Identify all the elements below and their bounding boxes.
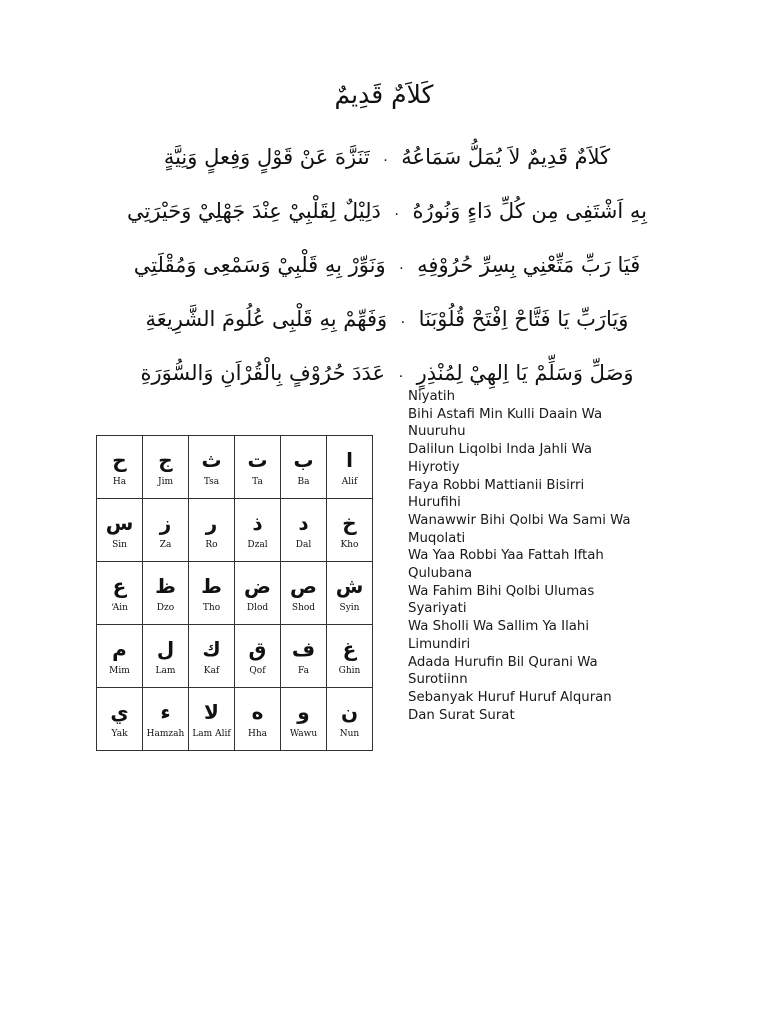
verse-separator: ٠ [397,260,406,276]
alphabet-row [97,499,373,562]
letter-glyph: ع [112,574,127,598]
letter-glyph: لا [204,700,219,724]
letter-cell [97,436,143,499]
transliteration-line: Qulubana [408,566,473,582]
transliteration-line: Bihi Astafi Min Kulli Daain Wa [408,406,603,422]
letter-cell [189,562,235,625]
transliteration-text [408,389,698,734]
letter-name: Alif [341,477,358,487]
letter-cell [189,688,235,751]
transliteration-line: Wa Yaa Robbi Yaa Fattah Iftah [408,548,604,564]
letter-name: Hha [247,729,267,739]
letter-name: Za [159,540,172,550]
verse-second-half: عَدَدَ حُرُوْفٍ بِالْقُرْاَنِ وَالسُّوَرَةِ [140,361,386,385]
letter-glyph: د [298,511,309,535]
letter-name: Ghin [338,666,361,676]
transliteration-line: Syariyati [408,601,467,617]
verse-separator: ٠ [397,368,405,384]
transliteration-line: Hiyrotiy [408,459,460,475]
transliteration-line: Limundiri [408,636,471,652]
letter-cell [97,688,143,751]
transliteration-line: Dalilun Liqolbi Inda Jahli Wa [408,442,593,458]
transliteration-line: Wanawwir Bihi Qolbi Wa Sami Wa [408,512,631,528]
letter-cell [327,436,373,499]
letter-cell [327,625,373,688]
letter-name: Mim [109,666,130,676]
verse-second-half: وَفَهِّمْ بِهِ قَلْبِى عُلُومَ الشَّرِيعَةِ [145,307,388,331]
verse-second-half: دَلِيْلٌ لِقَلْبِيْ عِنْدَ جَهْلِيْ وَحَيْرَتِي [126,199,381,223]
transliteration-line: Wa Sholli Wa Sallim Ya Ilahi [408,619,590,635]
transliteration-line: Surotiinn [408,672,468,688]
letter-cell [281,562,327,625]
letter-glyph: غ [342,637,357,661]
letter-name: Kho [340,540,359,550]
letter-glyph: ن [340,700,359,724]
transliteration-line: Wa Fahim Bihi Qolbi Ulumas [408,583,595,599]
verse-first-half: فَيَا رَبِّ مَتِّعْنِي بِسِرِّ حُرُوْفِهِ [417,253,641,277]
letter-cell [235,625,281,688]
letter-glyph: ص [290,574,317,598]
hijaiyah-alphabet-table [96,435,373,751]
letter-glyph: ط [201,574,222,598]
letter-name: Nun [339,729,360,739]
letter-name: ‘Ain [111,603,128,613]
letter-glyph: ظ [155,574,176,598]
letter-name: Yak [111,729,128,739]
letter-glyph: و [297,700,310,724]
letter-cell [281,625,327,688]
verse-first-half: وَيَارَبِّ يَا فَتَّاحْ اِفْتَحْ قُلُوْبَنَا [418,307,629,331]
letter-cell [189,436,235,499]
letter-name: Qof [249,666,266,676]
letter-glyph: ا [346,448,353,472]
letter-cell [235,688,281,751]
alphabet-row [97,562,373,625]
letter-glyph: ذ [252,511,263,535]
letter-name: Hamzah [146,729,185,739]
letter-glyph: ء [160,700,171,724]
letter-cell [235,562,281,625]
letter-glyph: ف [291,637,316,661]
letter-cell [143,562,189,625]
letter-glyph: ش [335,574,364,598]
letter-cell [327,688,373,751]
letter-name: Tsa [203,477,220,487]
letter-name: Tho [202,603,221,613]
letter-cell [97,625,143,688]
verse-second-half: وَنَوِّرْ بِهِ قَلْبِيْ وَسَمْعِى وَمُقْلَتِي [133,253,386,277]
transliteration-line: Hurufihi [408,495,461,511]
verse-first-half: بِهِ اَشْتَفِى مِن كُلِّ دَاءٍ وَنُورُهُ [412,199,647,223]
letter-glyph: م [112,637,127,661]
letter-name: Lam [155,666,176,676]
transliteration-line: Sebanyak Huruf Huruf Alquran [408,689,612,705]
letter-name: Dal [295,540,312,550]
letter-name: Ha [112,477,127,487]
letter-name: Syin [339,603,360,613]
letter-name: Fa [298,666,309,676]
letter-cell [235,499,281,562]
alphabet-row [97,625,373,688]
transliteration-line: Nuuruhu [408,424,466,440]
letter-name: Lam Alif [192,729,231,739]
letter-glyph: ت [247,448,268,472]
letter-cell [97,499,143,562]
letter-glyph: ه [251,700,264,724]
letter-cell [327,562,373,625]
poem-title: كَلاَمٌ قَدِيمٌ [334,80,434,109]
letter-cell [235,436,281,499]
verse-second-half: تَنَزَّهَ عَنْ قَوْلٍ وَفِعلٍ وَنِيَّةٍ [163,145,370,169]
letter-name: Shod [291,603,316,613]
verse [92,130,682,184]
letter-glyph: ي [110,700,129,724]
letter-glyph: ق [248,637,267,661]
letter-cell [281,688,327,751]
letter-glyph: ر [205,511,218,535]
letter-cell [143,499,189,562]
letter-cell [143,436,189,499]
poem-verses [92,130,682,400]
letter-name: Ba [297,477,310,487]
letter-cell [189,499,235,562]
verse-first-half: وَصَلِّ وَسَلِّمْ يَا اِلهِيْ لِمُنْذِرٍ [416,361,634,385]
letter-name: Wawu [289,729,318,739]
letter-glyph: ك [202,637,221,661]
verse-separator: ٠ [392,206,401,222]
transliteration-line: Dan Surat Surat [408,707,515,723]
letter-name: Dlod [246,603,269,613]
letter-glyph: س [105,511,134,535]
letter-glyph: ج [158,448,173,472]
verse [92,292,682,346]
letter-glyph: ح [112,448,127,472]
transliteration-line: Muqolati [408,530,466,546]
letter-name: Dzo [156,603,175,613]
letter-cell [327,499,373,562]
alphabet-row [97,436,373,499]
letter-cell [143,625,189,688]
transliteration-line: Faya Robbi Mattianii Bisirri [408,477,585,493]
letter-cell [143,688,189,751]
letter-name: Sin [112,540,127,550]
letter-glyph: ث [201,448,222,472]
letter-glyph: ل [156,637,175,661]
letter-glyph: خ [342,511,357,535]
letter-glyph: ز [159,511,172,535]
letter-glyph: ض [244,574,271,598]
letter-name: Ro [205,540,218,550]
verse [92,184,682,238]
letter-cell [97,562,143,625]
verse-separator: ٠ [399,314,407,330]
verse [92,238,682,292]
transliteration-line: Adada Hurufin Bil Qurani Wa [408,654,598,670]
letter-cell [281,499,327,562]
letter-name: Dzal [247,540,268,550]
letter-name: Kaf [203,666,220,676]
letter-cell [189,625,235,688]
verse-separator: ٠ [381,152,390,168]
alphabet-row [97,688,373,751]
letter-glyph: ب [293,448,314,472]
letter-cell [281,436,327,499]
verse-first-half: كَلاَمٌ قَدِيمٌ لاَ يُمَلُّ سَمَاعُهُ [401,145,611,169]
letter-name: Ta [252,477,263,487]
transliteration-line: Niyatih [408,389,455,404]
letter-name: Jim [157,477,174,487]
